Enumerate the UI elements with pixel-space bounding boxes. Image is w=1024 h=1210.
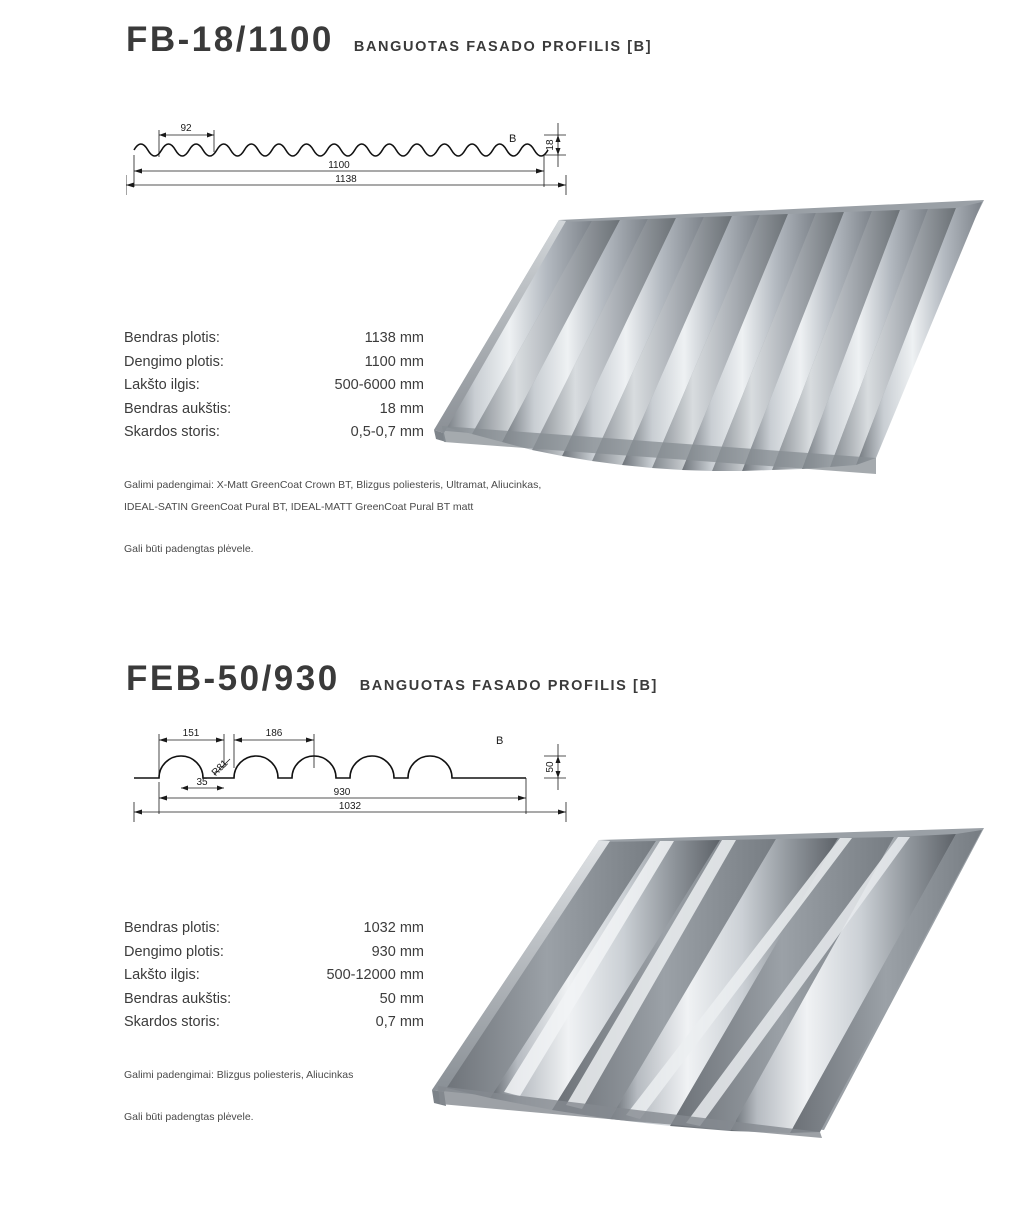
spec-label: Dengimo plotis: [124,353,224,370]
product-title-row [126,659,658,699]
spec-row [124,941,424,965]
dim-small-label: 35 [196,777,208,788]
spec-row [124,988,424,1012]
spec-value: 930 mm [371,943,424,960]
product-title-row [126,20,652,60]
dim-total-width-label: 1138 [335,174,357,185]
dim-height-label: 18 [545,139,556,151]
spec-label: Bendras aukštis: [124,990,232,1007]
spec-row [124,917,424,941]
note-coatings: Galimi padengimai: Blizgus poliesteris, Aliucinkas [124,1069,354,1081]
dim-covering-width-label: 1100 [328,160,350,171]
spec-label: Dengimo plotis: [124,943,224,960]
profile-drawing-feb50 [126,718,596,833]
spec-value: 1032 mm [363,920,424,936]
profile-letter-label: B [496,735,504,747]
specs-table-feb50 [124,917,424,1035]
spec-value: 1138 mm [364,330,424,346]
spec-row [124,1011,424,1035]
notes-fb18 [124,474,554,560]
product-photo-fb18 [424,190,984,485]
spec-row [124,327,424,351]
spec-label: Skardos storis: [124,1014,220,1030]
spec-label: Bendras aukštis: [124,400,232,417]
spec-label: Bendras plotis: [124,920,220,936]
spec-value: 500-12000 mm [326,967,424,983]
dim-covering-width-label: 930 [333,787,351,798]
spec-value: 0,5-0,7 mm [350,424,424,440]
dim-pitch-label: 186 [265,728,283,739]
spec-row [124,421,424,445]
page-title: FB-18/1100 [126,20,334,59]
product-subtitle: BANGUOTAS FASADO PROFILIS [B] [359,678,658,694]
spec-value: 1100 mm [364,353,424,370]
dim-pitch-label: 92 [180,123,192,134]
spec-value: 0,7 mm [375,1014,424,1030]
spec-value: 500-6000 mm [334,377,424,393]
note-coatings: Galimi padengimai: X-Matt GreenCoat Crown BT, Blizgus poliesteris, Ultramat, Aliucinkas, IDEAL-SATIN GreenCoat Pural BT, IDEAL-MATT GreenCoat Pural BT matt [124,479,542,513]
spec-label: Lakšto ilgis: [124,967,200,983]
spec-row [124,398,424,422]
dim-total-width-label: 1032 [338,801,362,812]
product-subtitle: BANGUOTAS FASADO PROFILIS [B] [353,39,653,55]
spec-value: 18 mm [379,400,424,417]
dim-radius-label: R81 [209,757,231,779]
note-film: Gali būti padengtas plėvele. [124,543,254,555]
page-title: FEB-50/930 [126,659,340,698]
spec-row [124,964,424,988]
spec-label: Lakšto ilgis: [124,377,200,393]
dim-flat-width-label: 151 [182,728,200,739]
spec-row [124,351,424,375]
notes-feb50 [124,1064,554,1128]
spec-label: Bendras plotis: [124,330,220,346]
spec-label: Skardos storis: [124,424,220,440]
profile-letter-label: B [509,133,517,145]
dim-height-label: 50 [545,761,556,773]
spec-row [124,374,424,398]
note-film: Gali būti padengtas plėvele. [124,1111,254,1123]
specs-table-fb18 [124,327,424,445]
spec-value: 50 mm [379,990,424,1007]
